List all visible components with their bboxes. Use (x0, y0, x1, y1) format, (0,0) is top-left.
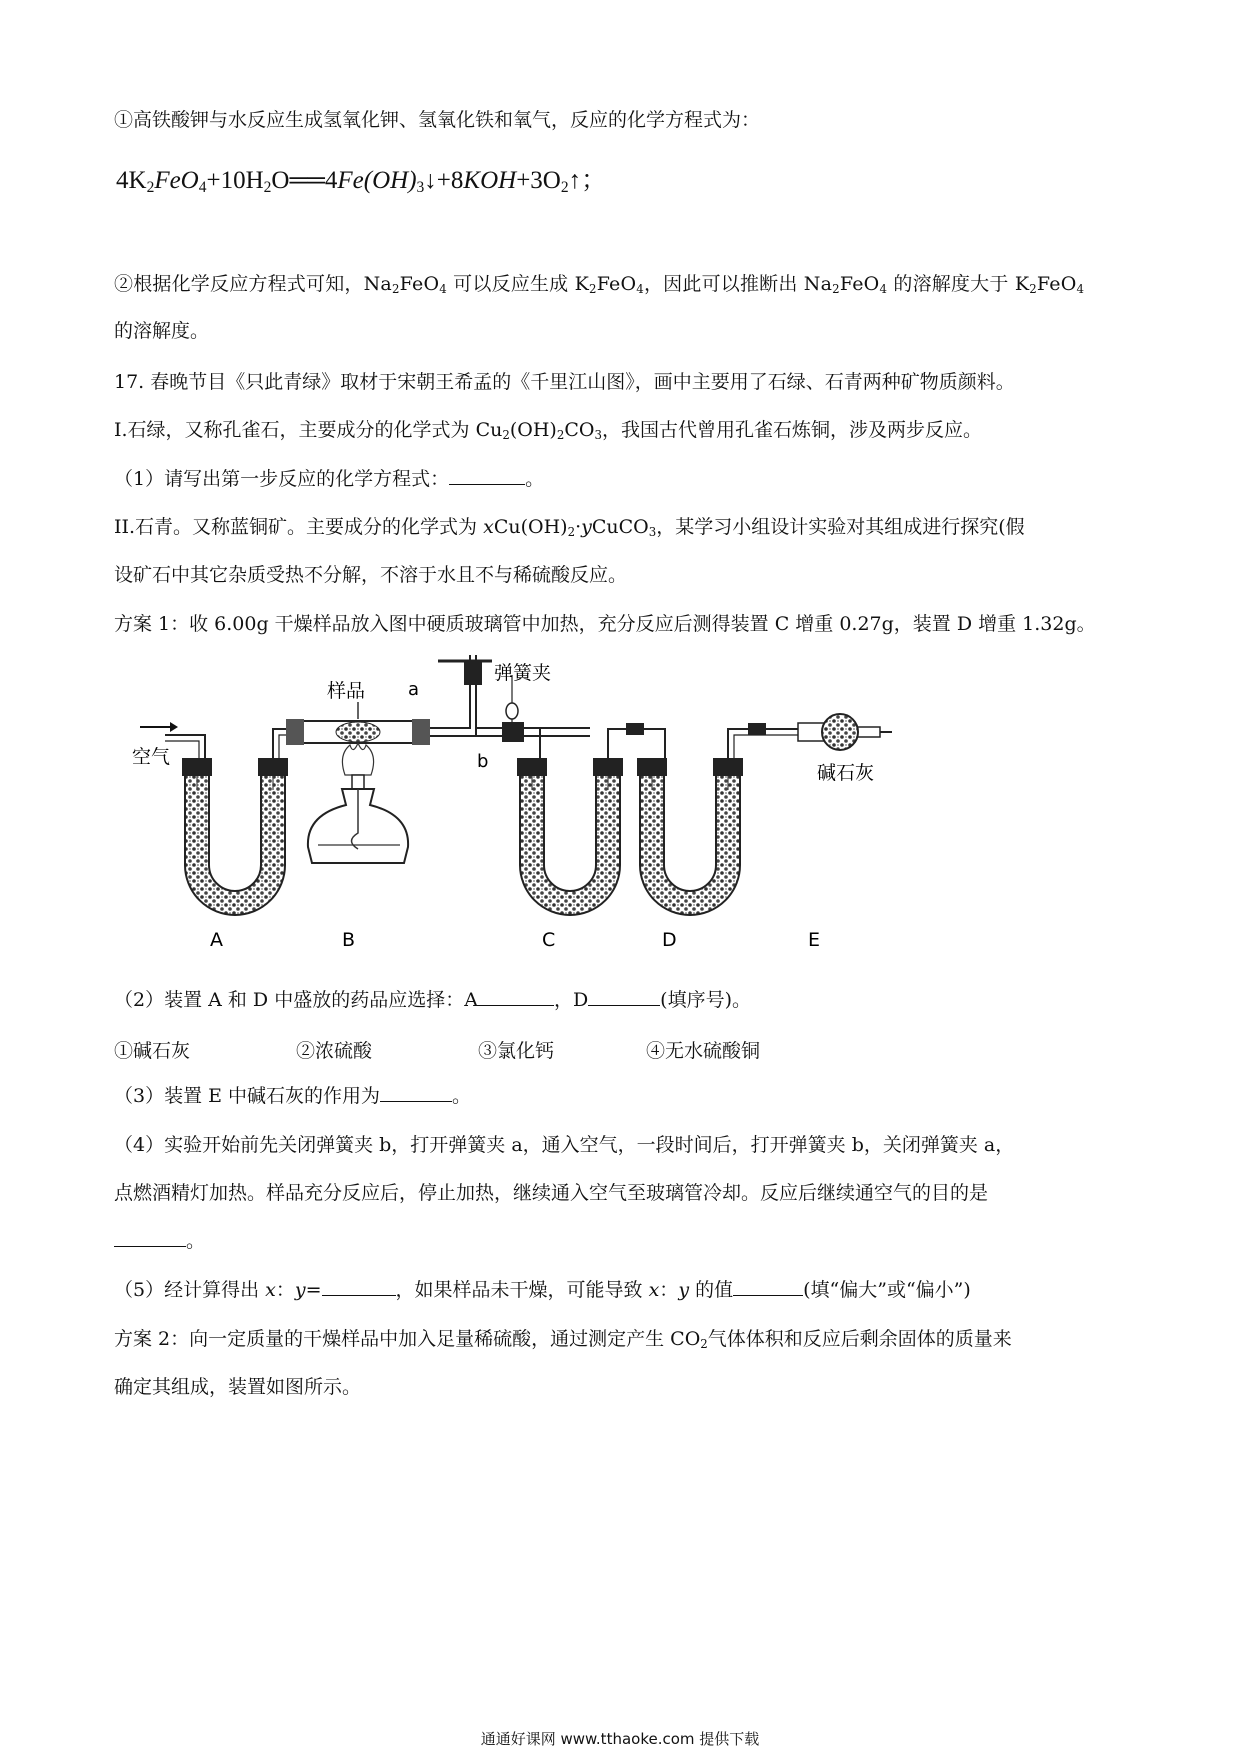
option-3: ③氯化钙 (478, 1040, 555, 1062)
answer-blank-5b[interactable] (733, 1279, 803, 1296)
u-tube-d (637, 758, 743, 915)
question-2: （2）装置 A 和 D 中盛放的药品应选择：A ，D (填序号)。 (114, 989, 751, 1011)
answer-item-2: ②根据化学反应方程式可知，$Na_2FeO_4$ 可以反应生成 $K_2FeO_4$，因此可以推断出 $Na_2FeO_4$ 的溶解度大于 $K_2FeO_4$ (114, 273, 1085, 296)
soda-lime-label: 碱石灰 (817, 762, 875, 784)
u-tube-c (517, 758, 623, 915)
device-label-b: B (342, 929, 356, 951)
option-1: ①碱石灰 (114, 1040, 191, 1062)
part-2-intro-cont: 设矿石中其它杂质受热不分解，不溶于水且不与稀硫酸反应。 (114, 564, 628, 586)
answer-blank-4[interactable] (114, 1230, 186, 1247)
chemical-equation: $4K_2FeO_4+10H_2O══4Fe(OH)_3↓+8KOH+3O_2↑$； (116, 167, 607, 196)
clamp-a[interactable] (464, 661, 482, 685)
apparatus-diagram (120, 655, 1000, 965)
sample-powder (336, 722, 380, 742)
scheme-1: 方案 1：收 6.00g 干燥样品放入图中硬质玻璃管中加热，充分反应后测得装置 C 增重 0.27g，装置 D 增重 1.32g。 (114, 613, 1096, 635)
answer-blank-d[interactable] (588, 989, 660, 1006)
option-4: ④无水硫酸铜 (646, 1040, 761, 1062)
answer-blank-5a[interactable] (322, 1279, 396, 1296)
flame (342, 743, 373, 775)
question-5: （5）经计算得出 x：y= ，如果样品未干燥，可能导致 x：y 的值 (填“偏大”或“偏小”) (114, 1279, 971, 1301)
question-1: （1）请写出第一步反应的化学方程式： 。 (114, 468, 545, 490)
device-label-e: E (808, 929, 821, 951)
clamp-a-label: a (408, 679, 420, 700)
question-3: （3）装置 E 中碱石灰的作用为 。 (114, 1085, 472, 1107)
drying-tube-e (798, 714, 892, 750)
air-label: 空气 (132, 746, 171, 768)
u-tube-a (182, 758, 288, 915)
question-4: （4）实验开始前先关闭弹簧夹 b，打开弹簧夹 a，通入空气，一段时间后，打开弹簧夹 b，关闭弹簧夹 a， (114, 1134, 1015, 1156)
scheme-2: 方案 2：向一定质量的干燥样品中加入足量稀硫酸，通过测定产生 $CO_2$气体体积和反应后剩余固体的质量来 (114, 1328, 1012, 1351)
answer-blank-a[interactable] (478, 989, 554, 1006)
question-4-blank-line: 。 (114, 1229, 205, 1253)
scheme-2-cont: 确定其组成，装置如图所示。 (114, 1376, 362, 1398)
clamp-b[interactable] (502, 722, 524, 742)
spring-clamp-label: 弹簧夹 (494, 662, 552, 684)
footer-watermark: 通通好课网 www.tthaoke.com 提供下载 (480, 1730, 760, 1748)
hard-glass-tube-b (286, 702, 430, 745)
answer-blank-1[interactable] (449, 468, 525, 485)
air-arrowhead (170, 722, 178, 732)
device-label-a: A (210, 929, 223, 951)
sample-label: 样品 (327, 680, 366, 702)
answer-item-2-cont: 的溶解度。 (114, 320, 210, 342)
answer-item-1: ①高铁酸钾与水反应生成氢氧化钾、氢氧化铁和氧气，反应的化学方程式为： (114, 109, 761, 131)
part-2-intro: II.石青。又称蓝铜矿。主要成分的化学式为 $xCu(OH)_2\cdot yCuCO_3$，某学习小组设计实验对其组成进行探究(假 (114, 516, 1025, 539)
question-4-cont: 点燃酒精灯加热。样品充分反应后，停止加热，继续通入空气至玻璃管冷却。反应后继续通空气的目的是 (114, 1182, 989, 1204)
answer-blank-3[interactable] (380, 1085, 452, 1102)
option-2: ②浓硫酸 (296, 1040, 373, 1062)
alcohol-lamp (308, 775, 408, 863)
device-label-d: D (662, 929, 677, 951)
clamp-b-label: b (477, 751, 489, 772)
question-17-stem: 17. 春晚节目《只此青绿》取材于宋朝王希孟的《千里江山图》，画中主要用了石绿、石青两种矿物质颜料。 (114, 371, 1015, 393)
device-label-c: C (542, 929, 556, 951)
part-1-intro: I.石绿，又称孔雀石，主要成分的化学式为 $Cu_2(OH)_2CO_3$，我国古代曾用孔雀石炼铜，涉及两步反应。 (114, 419, 982, 442)
